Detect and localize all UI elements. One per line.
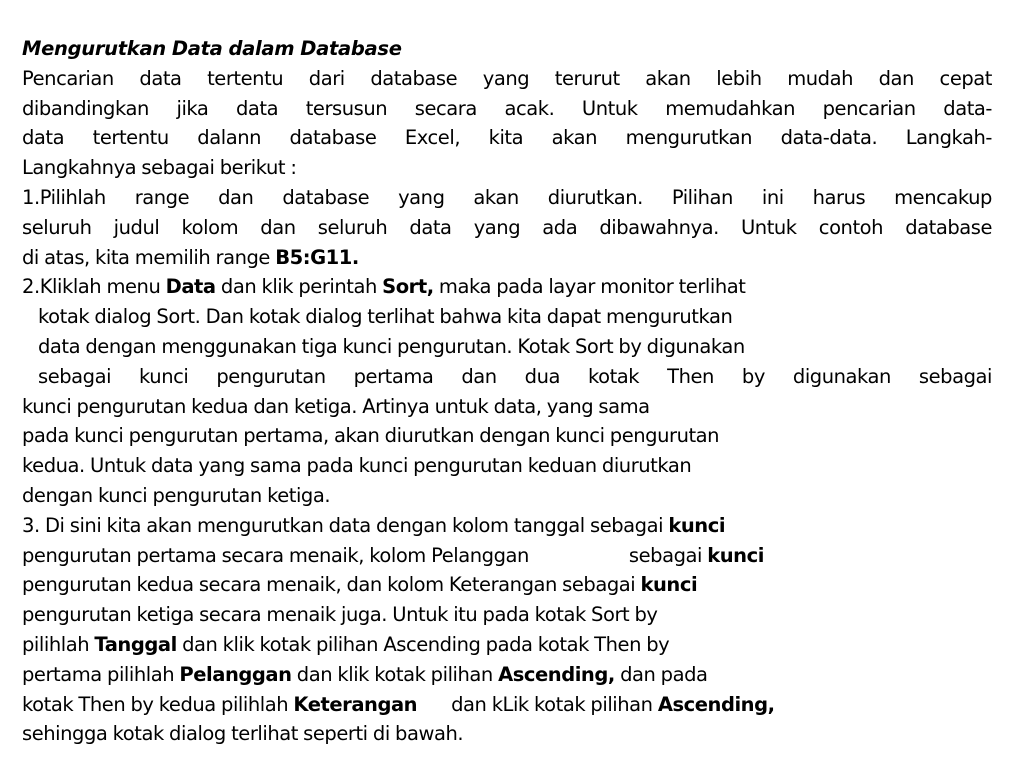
step3-line-4: pengurutan ketiga secara menaik juga. Untuk itu pada kotak Sort by	[22, 603, 658, 627]
kunci-term-3: kunci	[640, 573, 698, 597]
step1-line-2: seluruh judul kolom dan seluruh data yang ada dibawahnya. Untuk contoh database	[22, 215, 992, 239]
step2-line-3: data dengan menggunakan tiga kunci pengurutan. Kotak Sort by digunakan	[38, 334, 745, 358]
keterangan-term: Keterangan	[293, 692, 418, 716]
step3-line-7	[22, 690, 992, 720]
step1-line-1: 1.Pilihlah range dan database yang akan diurutkan. Pilihan ini harus mencakup	[22, 185, 992, 209]
intro-line-3: data tertentu dalann database Excel, kita akan mengurutkan data-data. Langkah-	[22, 126, 992, 150]
step2-line-7: kedua. Untuk data yang sama pada kunci pengurutan keduan diurutkan	[22, 454, 692, 478]
step2-line-4: sebagai kunci pengurutan pertama dan dua kotak Then by digunakan sebagai	[38, 364, 992, 388]
step3-text-3a: pengurutan kedua secara menaik, dan kolom Keterangan sebagai	[22, 573, 641, 597]
step2-text-a: 2.Kliklah menu	[22, 275, 166, 299]
step3-text-7c: dan kLik kotak pilihan	[451, 692, 658, 716]
step1-text: di atas, kita memilih range	[22, 245, 276, 269]
step3-line-6	[22, 660, 992, 690]
tanggal-term: Tanggal	[94, 632, 177, 656]
ascending-term-2: Ascending,	[657, 692, 775, 716]
pelanggan-term: Pelanggan	[179, 662, 292, 686]
step3-line-1	[22, 511, 992, 541]
kunci-term-1: kunci	[668, 513, 726, 537]
step3-text-2a: pengurutan pertama secara menaik, kolom Pelanggan	[22, 543, 529, 567]
step2-text-c: dan klik perintah	[215, 275, 383, 299]
step2-line-8: dengan kunci pengurutan ketiga.	[22, 483, 331, 507]
step3-text-5a: pilihlah	[22, 632, 95, 656]
step3-text-6a: pertama pilihlah	[22, 662, 180, 686]
step3-text-6c: dan klik kotak pilihan	[291, 662, 499, 686]
step2-line-5: kunci pengurutan kedua dan ketiga. Artinya untuk data, yang sama	[22, 394, 650, 418]
intro-line-4: Langkahnya sebagai berikut :	[22, 156, 297, 180]
step2-text-e: maka pada layar monitor terlihat	[433, 275, 746, 299]
step3-line-2	[22, 541, 992, 571]
kunci-term-2: kunci	[707, 543, 764, 567]
step2-line-6: pada kunci pengurutan pertama, akan diurutkan dengan kunci pengurutan	[22, 424, 720, 448]
sort-command-term: Sort,	[382, 275, 434, 299]
step3-text-2b: sebagai	[628, 543, 708, 567]
step1-line-3	[22, 243, 992, 273]
intro-line-2: dibandingkan jika data tersusun secara acak. Untuk memudahkan pencarian data-	[22, 96, 992, 120]
menu-data-term: Data	[165, 275, 216, 299]
step3-line-3	[22, 570, 992, 600]
step3-line-8: sehingga kotak dialog terlihat seperti di bawah.	[22, 722, 464, 746]
step3-text-7a: kotak Then by kedua pilihlah	[22, 692, 294, 716]
step3-line-5	[22, 630, 992, 660]
intro-line-1: Pencarian data tertentu dari database yang terurut akan lebih mudah dan cepat	[22, 66, 992, 90]
step2-line-1	[22, 272, 992, 302]
step2-line-2: kotak dialog Sort. Dan kotak dialog terlihat bahwa kita dapat mengurutkan	[38, 305, 733, 329]
ascending-term-1: Ascending,	[498, 662, 615, 686]
step3-text-5c: dan klik kotak pilihan Ascending pada kotak Then by	[176, 632, 670, 656]
step3-text-1a: 3. Di sini kita akan mengurutkan data dengan kolom tanggal sebagai	[22, 513, 669, 537]
step3-text-6e: dan pada	[614, 662, 708, 686]
document-page	[22, 34, 992, 749]
range-reference: B5:G11.	[275, 245, 359, 269]
document-title: Mengurutkan Data dalam Database	[22, 37, 402, 60]
